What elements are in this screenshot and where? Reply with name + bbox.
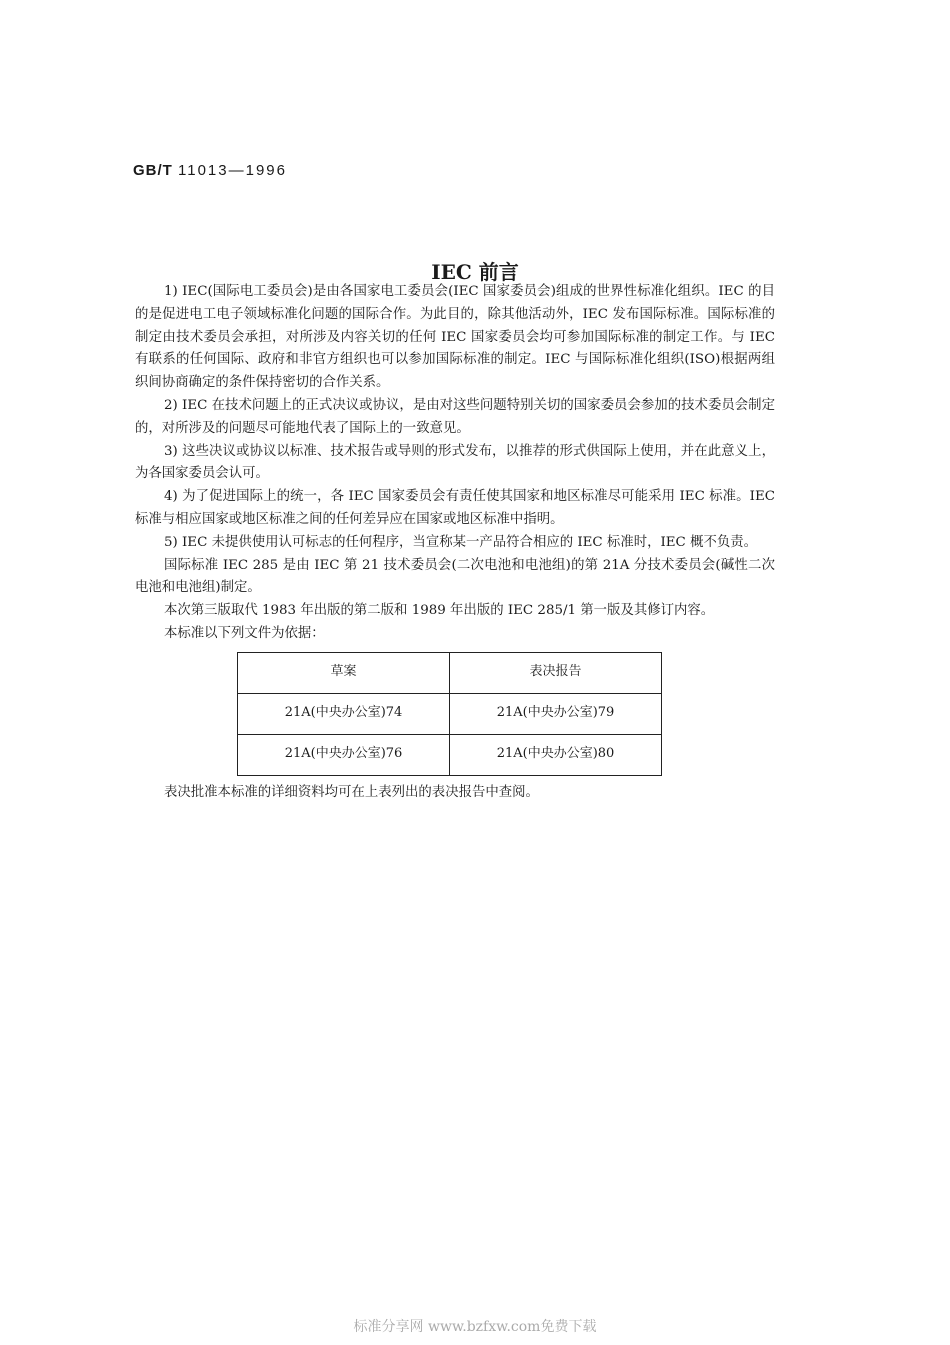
standard-code <box>133 162 287 179</box>
table-row <box>238 734 662 775</box>
resolution-table <box>237 652 662 776</box>
paragraph-edition: 本次第三版取代 1983 年出版的第二版和 1989 年出版的 IEC 285/1 第一版及其修订内容。 <box>164 603 715 619</box>
document-body <box>135 281 775 805</box>
paragraph-1: 1) IEC(国际电工委员会)是由各国家电工委员会(IEC 国家委员会)组成的世界性标准化组织。IEC 的目的是促进电工电子领域标准化问题的国际合作。为此目的，除其他活动外，IEC 发布国际标准。国际标准的制定由技术委员会承担，对所涉及内容关切的任何 IEC 国家委员会均可参加国际标准的制定工作。与 IEC 有联系的任何国际、政府和非官方组织也可以参加国际标准的制定。IEC 与国际标准化组织(ISO)根据两组织间协商确定的条件保持密切的合作关系。 <box>135 284 775 391</box>
table-header: 草案 <box>238 652 450 693</box>
table-cell: 21A(中央办公室)76 <box>238 734 450 775</box>
watermark-footer: 标准分享网 www.bzfxw.com免费下载 <box>353 1319 597 1335</box>
paragraph-basis: 本标准以下列文件为依据： <box>164 625 325 641</box>
table-cell: 21A(中央办公室)79 <box>450 693 662 734</box>
table-row <box>238 693 662 734</box>
table-header: 表决报告 <box>450 652 662 693</box>
table-header-row <box>238 652 662 693</box>
paragraph-5: 5) IEC 未提供使用认可标志的任何程序，当宣称某一产品符合相应的 IEC 标准时，IEC 概不负责。 <box>164 534 758 550</box>
standard-number: 11013—1996 <box>178 162 287 179</box>
page-title: IEC 前言 <box>431 260 519 284</box>
standard-prefix: GB/T <box>133 162 173 179</box>
closing-paragraph: 表决批准本标准的详细资料均可在上表列出的表决报告中查阅。 <box>164 784 539 800</box>
table-cell: 21A(中央办公室)74 <box>238 693 450 734</box>
paragraph-iec285: 国际标准 IEC 285 是由 IEC 第 21 技术委员会(二次电池和电池组)的第 21A 分技术委员会(碱性二次电池和电池组)制定。 <box>135 557 775 596</box>
paragraph-4: 4) 为了促进国际上的统一，各 IEC 国家委员会有责任使其国家和地区标准尽可能采用 IEC 标准。IEC 标准与相应国家或地区标准之间的任何差异应在国家或地区标准中指明。 <box>135 489 775 527</box>
paragraph-3: 3) 这些决议或协议以标准、技术报告或导则的形式发布，以推荐的形式供国际上使用，并在此意义上，为各国家委员会认可。 <box>135 443 775 482</box>
paragraph-2: 2) IEC 在技术问题上的正式决议或协议，是由对这些问题特别关切的国家委员会参加的技术委员会制定的，对所涉及的问题尽可能地代表了国际上的一致意见。 <box>135 397 775 436</box>
table-cell: 21A(中央办公室)80 <box>450 734 662 775</box>
